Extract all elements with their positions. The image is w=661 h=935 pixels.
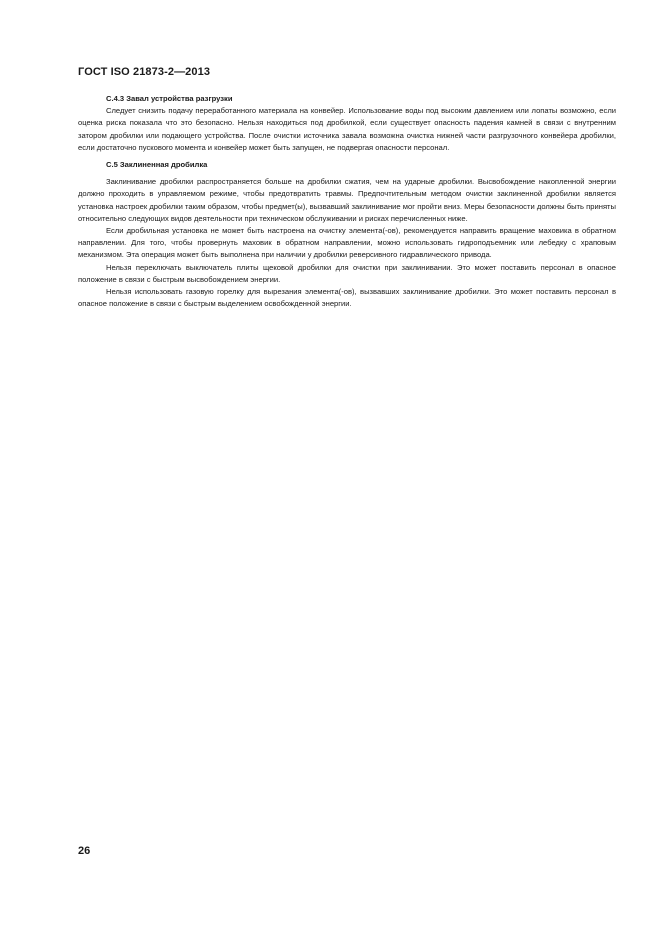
paragraph: Нельзя переключать выключатель плиты щековой дробилки для очистки при заклинивании. Это может поставить персонал в опасное положение в связи с быстрым высвобождением энергии. [78,262,616,284]
paragraph: Заклинивание дробилки распространяется больше на дробилки сжатия, чем на ударные дробилки. Высвобождение накопленной энергии должно проходить в управляемом режиме, чтобы предотвратить травмы. Предпочтительным методом очистки заклиненной дробилки является установка настроек дробилки таким образом, чтобы предмет(ы), вызвавший заклинивание мог пройти вниз. Меры безопасности должны быть приняты относительно следующих видов деятельности при техническом обслуживании и рисках перечисленных ниже. [78,177,616,223]
paragraph: Нельзя использовать газовую горелку для вырезания элемента(-ов), вызвавших заклинивание дробилки. Это может поставить персонал в опасное положение в связи с быстрым выделением освобожденной энергии. [78,287,616,309]
paragraph: Если дробильная установка не может быть настроена на очистку элемента(-ов), рекомендуется направить вращение маховика в обратном направлении. Для того, чтобы провернуть маховик в обратном направлении, можно использовать гидроподъемник или лебедку с храповым механизмом. Эта операция может быть выполнена при наличии у дробилки реверсивного гидравлического привода. [78,226,616,260]
document-header: ГОСТ ISO 21873-2—2013 [78,66,211,78]
section-heading: С.4.3 Завал устройства разгрузки [106,94,233,103]
page-number: 26 [78,845,91,857]
document-body [78,93,616,310]
section-heading: С.5 Заклиненная дробилка [106,160,208,170]
paragraph: Следует снизить подачу переработанного материала на конвейер. Использование воды под высоким давлением или лопаты возможно, если оценка риска показала что это безопасно. Нельзя находиться под дробилкой, если существует опасность падения камней в связи с внутренним затором дробилки или подающего устройства. После очистки источника завала возможна очистка нижней части разгрузочного конвейера дробилки, если достаточно пускового момента и конвейер может быть запущен, не подвергая опасности персонал. [78,106,616,152]
